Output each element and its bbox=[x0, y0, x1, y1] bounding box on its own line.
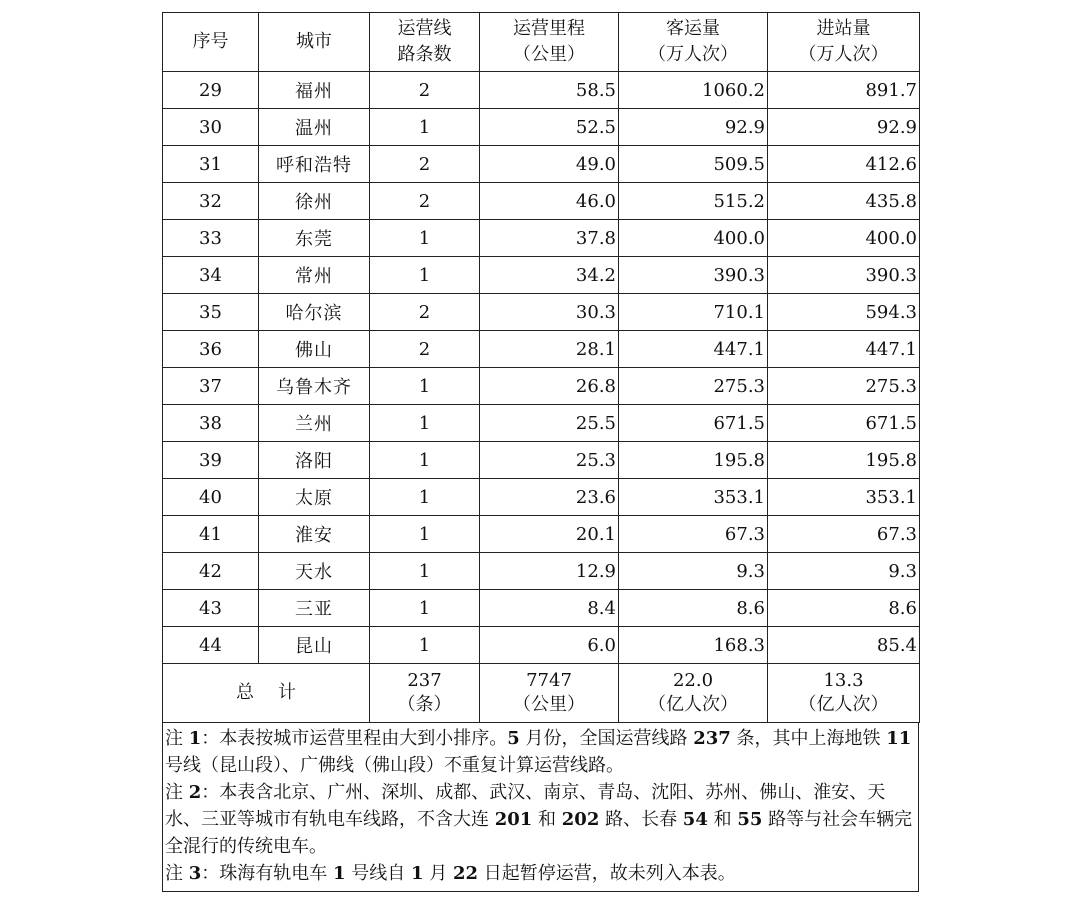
cell-ridership: 9.3 bbox=[619, 553, 768, 590]
cell-lines: 2 bbox=[370, 183, 480, 220]
cell-entries: 594.3 bbox=[768, 294, 920, 331]
note-3: 注 3：珠海有轨电车 1 号线自 1 月 22 日起暂停运营，故未列入本表。 bbox=[165, 863, 736, 884]
cell-seq: 37 bbox=[163, 368, 259, 405]
cell-city: 佛山 bbox=[259, 331, 370, 368]
cell-ridership: 275.3 bbox=[619, 368, 768, 405]
table-header-row bbox=[163, 13, 920, 72]
cell-seq: 31 bbox=[163, 146, 259, 183]
cell-ridership: 390.3 bbox=[619, 257, 768, 294]
table-row bbox=[163, 368, 920, 405]
cell-ridership: 1060.2 bbox=[619, 72, 768, 109]
header-ridership: 客运量 （万人次） bbox=[619, 13, 768, 72]
cell-seq: 33 bbox=[163, 220, 259, 257]
cell-city: 兰州 bbox=[259, 405, 370, 442]
cell-entries: 92.9 bbox=[768, 109, 920, 146]
cell-mileage: 25.3 bbox=[480, 442, 619, 479]
cell-entries: 275.3 bbox=[768, 368, 920, 405]
cell-lines: 2 bbox=[370, 146, 480, 183]
cell-seq: 34 bbox=[163, 257, 259, 294]
cell-lines: 2 bbox=[370, 294, 480, 331]
table-row bbox=[163, 109, 920, 146]
note-2: 注 2：本表含北京、广州、深圳、成都、武汉、南京、青岛、沈阳、苏州、佛山、淮安、天水、三亚等城市有轨电车线路，不含大连 201 和 202 路、长春 54 和 55 路等与社会车辆完全混行的传统电车。 bbox=[165, 782, 913, 857]
cell-lines: 1 bbox=[370, 442, 480, 479]
cell-mileage: 8.4 bbox=[480, 590, 619, 627]
cell-seq: 41 bbox=[163, 516, 259, 553]
table-row bbox=[163, 553, 920, 590]
cell-ridership: 353.1 bbox=[619, 479, 768, 516]
metro-stats-document bbox=[162, 12, 919, 892]
table-row bbox=[163, 590, 920, 627]
cell-lines: 1 bbox=[370, 220, 480, 257]
table-row bbox=[163, 405, 920, 442]
cell-seq: 38 bbox=[163, 405, 259, 442]
cell-entries: 400.0 bbox=[768, 220, 920, 257]
total-lines: 237 （条） bbox=[370, 664, 480, 723]
table-row bbox=[163, 294, 920, 331]
cell-city: 昆山 bbox=[259, 627, 370, 664]
cell-lines: 1 bbox=[370, 368, 480, 405]
cell-city: 东莞 bbox=[259, 220, 370, 257]
cell-city: 三亚 bbox=[259, 590, 370, 627]
header-city: 城市 bbox=[259, 13, 370, 72]
cell-ridership: 92.9 bbox=[619, 109, 768, 146]
cell-entries: 353.1 bbox=[768, 479, 920, 516]
cell-entries: 85.4 bbox=[768, 627, 920, 664]
cell-lines: 1 bbox=[370, 553, 480, 590]
cell-mileage: 34.2 bbox=[480, 257, 619, 294]
table-row bbox=[163, 183, 920, 220]
cell-seq: 40 bbox=[163, 479, 259, 516]
cell-city: 哈尔滨 bbox=[259, 294, 370, 331]
table-row bbox=[163, 479, 920, 516]
cell-lines: 1 bbox=[370, 590, 480, 627]
cell-seq: 42 bbox=[163, 553, 259, 590]
cell-ridership: 400.0 bbox=[619, 220, 768, 257]
cell-ridership: 710.1 bbox=[619, 294, 768, 331]
cell-lines: 1 bbox=[370, 257, 480, 294]
cell-seq: 44 bbox=[163, 627, 259, 664]
table-row bbox=[163, 516, 920, 553]
cell-entries: 390.3 bbox=[768, 257, 920, 294]
cell-mileage: 37.8 bbox=[480, 220, 619, 257]
cell-mileage: 23.6 bbox=[480, 479, 619, 516]
note-1: 注 1：本表按城市运营里程由大到小排序。5 月份，全国运营线路 237 条，其中上海地铁 11 号线（昆山段）、广佛线（佛山段）不重复计算运营线路。 bbox=[165, 728, 912, 776]
cell-entries: 8.6 bbox=[768, 590, 920, 627]
cell-mileage: 52.5 bbox=[480, 109, 619, 146]
cell-ridership: 168.3 bbox=[619, 627, 768, 664]
notes-section bbox=[162, 723, 919, 892]
total-entries: 13.3 （亿人次） bbox=[768, 664, 920, 723]
cell-entries: 9.3 bbox=[768, 553, 920, 590]
cell-city: 福州 bbox=[259, 72, 370, 109]
table-row bbox=[163, 72, 920, 109]
metro-stats-table bbox=[162, 12, 920, 723]
cell-lines: 2 bbox=[370, 72, 480, 109]
table-row bbox=[163, 257, 920, 294]
cell-lines: 1 bbox=[370, 479, 480, 516]
cell-city: 常州 bbox=[259, 257, 370, 294]
cell-city: 乌鲁木齐 bbox=[259, 368, 370, 405]
cell-city: 徐州 bbox=[259, 183, 370, 220]
cell-entries: 412.6 bbox=[768, 146, 920, 183]
cell-seq: 32 bbox=[163, 183, 259, 220]
table-row bbox=[163, 146, 920, 183]
cell-entries: 195.8 bbox=[768, 442, 920, 479]
cell-ridership: 671.5 bbox=[619, 405, 768, 442]
cell-mileage: 20.1 bbox=[480, 516, 619, 553]
cell-entries: 447.1 bbox=[768, 331, 920, 368]
cell-ridership: 509.5 bbox=[619, 146, 768, 183]
cell-lines: 1 bbox=[370, 516, 480, 553]
header-mileage: 运营里程 （公里） bbox=[480, 13, 619, 72]
total-ridership: 22.0 （亿人次） bbox=[619, 664, 768, 723]
cell-seq: 35 bbox=[163, 294, 259, 331]
cell-seq: 43 bbox=[163, 590, 259, 627]
cell-seq: 39 bbox=[163, 442, 259, 479]
cell-mileage: 49.0 bbox=[480, 146, 619, 183]
cell-mileage: 26.8 bbox=[480, 368, 619, 405]
table-body bbox=[163, 72, 920, 664]
total-label: 总计 bbox=[163, 664, 370, 723]
cell-seq: 36 bbox=[163, 331, 259, 368]
cell-lines: 1 bbox=[370, 405, 480, 442]
cell-ridership: 67.3 bbox=[619, 516, 768, 553]
cell-city: 淮安 bbox=[259, 516, 370, 553]
total-row bbox=[163, 664, 920, 723]
cell-entries: 67.3 bbox=[768, 516, 920, 553]
cell-mileage: 30.3 bbox=[480, 294, 619, 331]
header-entries: 进站量 （万人次） bbox=[768, 13, 920, 72]
cell-mileage: 25.5 bbox=[480, 405, 619, 442]
cell-entries: 891.7 bbox=[768, 72, 920, 109]
table-row bbox=[163, 331, 920, 368]
cell-mileage: 58.5 bbox=[480, 72, 619, 109]
cell-lines: 1 bbox=[370, 627, 480, 664]
cell-lines: 1 bbox=[370, 109, 480, 146]
cell-mileage: 46.0 bbox=[480, 183, 619, 220]
cell-city: 洛阳 bbox=[259, 442, 370, 479]
cell-ridership: 447.1 bbox=[619, 331, 768, 368]
cell-seq: 29 bbox=[163, 72, 259, 109]
cell-city: 太原 bbox=[259, 479, 370, 516]
cell-ridership: 195.8 bbox=[619, 442, 768, 479]
table-row bbox=[163, 627, 920, 664]
cell-city: 天水 bbox=[259, 553, 370, 590]
cell-mileage: 6.0 bbox=[480, 627, 619, 664]
total-mileage: 7747 （公里） bbox=[480, 664, 619, 723]
table-row bbox=[163, 220, 920, 257]
table-row bbox=[163, 442, 920, 479]
cell-entries: 435.8 bbox=[768, 183, 920, 220]
cell-lines: 2 bbox=[370, 331, 480, 368]
cell-mileage: 12.9 bbox=[480, 553, 619, 590]
header-lines: 运营线 路条数 bbox=[370, 13, 480, 72]
cell-city: 呼和浩特 bbox=[259, 146, 370, 183]
cell-mileage: 28.1 bbox=[480, 331, 619, 368]
header-seq: 序号 bbox=[163, 13, 259, 72]
cell-entries: 671.5 bbox=[768, 405, 920, 442]
cell-ridership: 515.2 bbox=[619, 183, 768, 220]
cell-city: 温州 bbox=[259, 109, 370, 146]
cell-ridership: 8.6 bbox=[619, 590, 768, 627]
cell-seq: 30 bbox=[163, 109, 259, 146]
